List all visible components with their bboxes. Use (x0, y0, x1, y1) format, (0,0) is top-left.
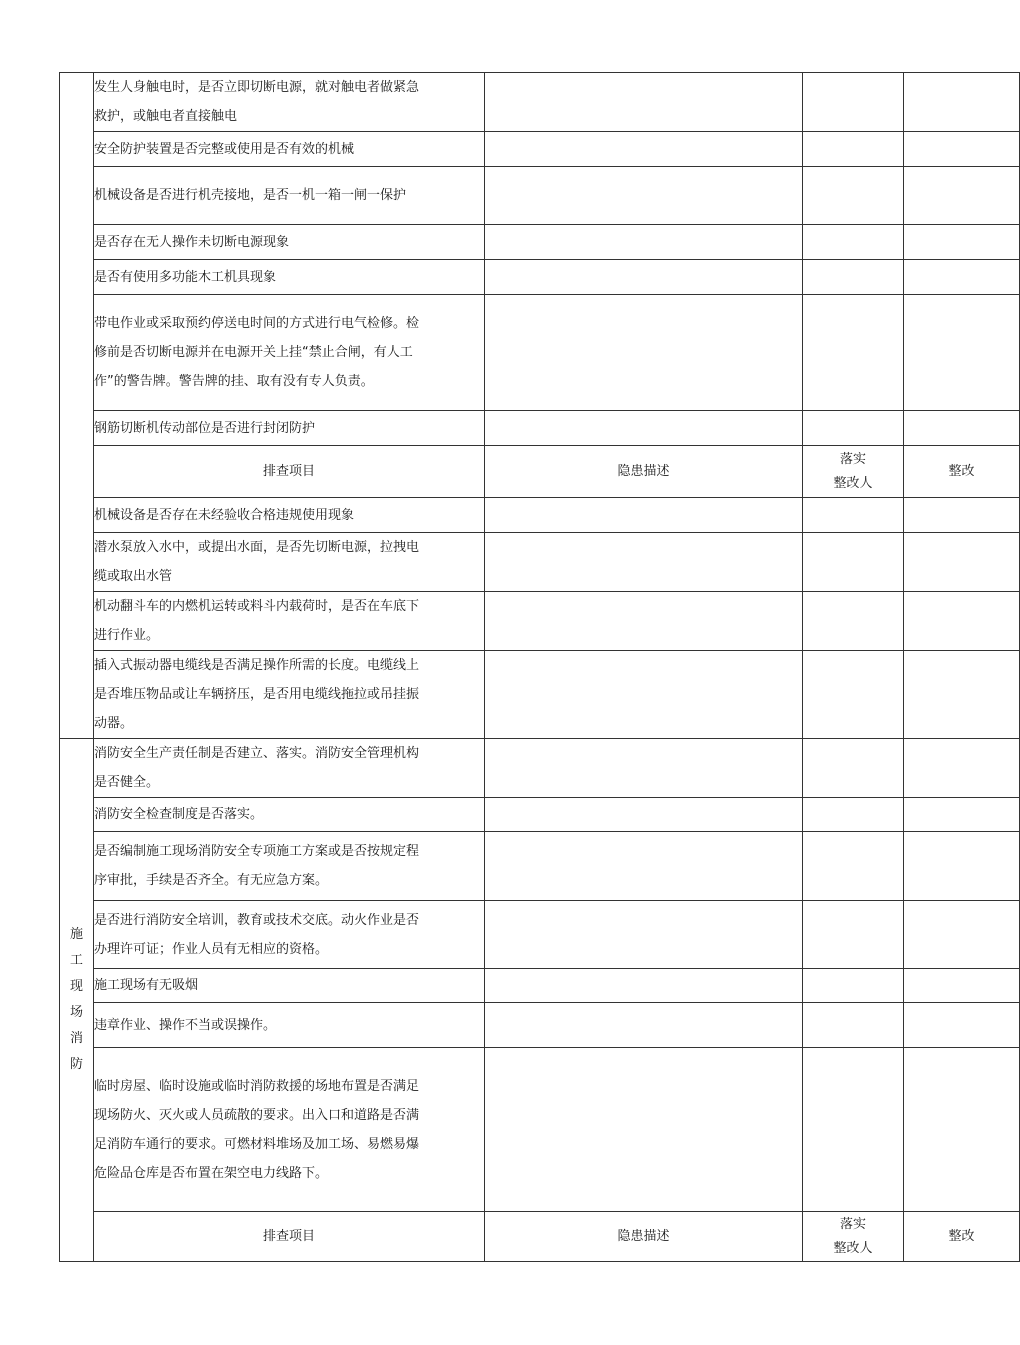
deadline-cell[interactable] (904, 167, 1020, 225)
inspection-item-cell (94, 225, 485, 260)
inspection-item-cell (94, 498, 485, 533)
category-cell (60, 739, 94, 1262)
inspection-item-text: 插入式振动器电缆线是否满足操作所需的长度。电缆线上是否堆压物品或让车辆挤压，是否用电缆线拖拉或吊挂振动器。 (94, 658, 420, 731)
inspection-item-cell (94, 411, 485, 446)
description-cell[interactable] (485, 132, 803, 167)
inspection-item-text: 机械设备是否存在未经验收合格违规使用现象 (94, 507, 355, 523)
inspection-item-cell (94, 73, 485, 132)
inspection-item-cell (94, 901, 485, 969)
person-cell[interactable] (803, 739, 904, 798)
deadline-cell[interactable] (904, 592, 1020, 651)
table-row (60, 533, 1020, 592)
person-cell[interactable] (803, 225, 904, 260)
inspection-item-text: 安全防护装置是否完整或使用是否有效的机械 (94, 141, 355, 157)
inspection-item-cell (94, 651, 485, 739)
person-cell[interactable] (803, 167, 904, 225)
inspection-item-text: 是否存在无人操作未切断电源现象 (94, 234, 290, 250)
inspection-item-cell (94, 132, 485, 167)
inspection-item-text: 施工现场有无吸烟 (94, 978, 199, 993)
category-cell (60, 73, 94, 739)
description-cell[interactable] (485, 1003, 803, 1048)
description-cell[interactable] (485, 1048, 803, 1212)
table-row (60, 651, 1020, 739)
description-cell[interactable] (485, 225, 803, 260)
deadline-cell[interactable] (904, 901, 1020, 969)
inspection-item-text: 机械设备是否进行机壳接地，是否一机一箱一闸一保护 (94, 188, 407, 203)
person-cell[interactable] (803, 901, 904, 969)
description-cell[interactable] (485, 498, 803, 533)
inspection-item-text: 潜水泵放入水中，或提出水面，是否先切断电源，拉拽电缆或取出水管 (94, 540, 420, 584)
inspection-item-text: 是否进行消防安全培训，教育或技术交底。动火作业是否办理许可证；作业人员有无相应的资格。 (94, 912, 420, 957)
person-cell[interactable] (803, 832, 904, 901)
table-row (60, 832, 1020, 901)
inspection-item-text: 钢筋切断机传动部位是否进行封闭防护 (94, 420, 316, 436)
person-cell[interactable] (803, 533, 904, 592)
person-cell[interactable] (803, 295, 904, 411)
inspection-item-text: 是否编制施工现场消防安全专项施工方案或是否按规定程序审批，手续是否齐全。有无应急方案。 (94, 844, 420, 888)
person-cell[interactable] (803, 1003, 904, 1048)
deadline-cell[interactable] (904, 225, 1020, 260)
inspection-item-cell (94, 295, 485, 411)
table-row (60, 592, 1020, 651)
table-row (60, 1048, 1020, 1212)
person-cell[interactable] (803, 651, 904, 739)
person-cell[interactable] (803, 592, 904, 651)
deadline-cell[interactable] (904, 651, 1020, 739)
deadline-cell[interactable] (904, 798, 1020, 832)
inspection-item-cell (94, 832, 485, 901)
person-cell[interactable] (803, 798, 904, 832)
header-row (60, 1212, 1020, 1262)
inspection-item-text: 机动翻斗车的内燃机运转或料斗内载荷时，是否在车底下进行作业。 (94, 599, 420, 643)
deadline-cell[interactable] (904, 739, 1020, 798)
header-item: 排查项目 (94, 1212, 485, 1262)
description-cell[interactable] (485, 295, 803, 411)
description-cell[interactable] (485, 411, 803, 446)
table-row (60, 1003, 1020, 1048)
table-row (60, 132, 1020, 167)
table-row (60, 798, 1020, 832)
table-row (60, 411, 1020, 446)
description-cell[interactable] (485, 260, 803, 295)
deadline-cell[interactable] (904, 260, 1020, 295)
deadline-cell[interactable] (904, 1003, 1020, 1048)
inspection-item-text: 临时房屋、临时设施或临时消防救援的场地布置是否满足现场防火、灭火或人员疏散的要求。出入口和道路是否满足消防车通行的要求。可燃材料堆场及加工场、易燃易爆危险品仓库是否布置在架空电力线路下。 (94, 1078, 420, 1181)
table-row (60, 739, 1020, 798)
inspection-item-text: 发生人身触电时，是否立即切断电源，就对触电者做紧急救护，或触电者直接触电 (94, 80, 420, 124)
inspection-item-cell (94, 1048, 485, 1212)
inspection-item-text: 带电作业或采取预约停送电时间的方式进行电气检修。检修前是否切断电源并在电源开关上挂“禁止合闸，有人工作”的警告牌。警告牌的挂、取有没有专人负责。 (94, 316, 420, 389)
deadline-cell[interactable] (904, 132, 1020, 167)
header-deadline: 整改 (904, 1212, 1020, 1262)
deadline-cell[interactable] (904, 295, 1020, 411)
table-row (60, 295, 1020, 411)
person-cell[interactable] (803, 132, 904, 167)
inspection-item-cell (94, 739, 485, 798)
deadline-cell[interactable] (904, 73, 1020, 132)
person-cell[interactable] (803, 1048, 904, 1212)
inspection-item-cell (94, 969, 485, 1003)
description-cell[interactable] (485, 969, 803, 1003)
deadline-cell[interactable] (904, 498, 1020, 533)
inspection-item-cell (94, 260, 485, 295)
inspection-item-text: 违章作业、操作不当或误操作。 (94, 1017, 277, 1033)
person-cell[interactable] (803, 411, 904, 446)
description-cell[interactable] (485, 73, 803, 132)
header-description: 隐患描述 (485, 1212, 803, 1262)
description-cell[interactable] (485, 533, 803, 592)
header-description: 隐患描述 (485, 446, 803, 498)
deadline-cell[interactable] (904, 411, 1020, 446)
inspection-item-cell (94, 1003, 485, 1048)
description-cell[interactable] (485, 167, 803, 225)
header-person: 落实 整改人 (803, 446, 904, 498)
table-row (60, 498, 1020, 533)
inspection-item-cell (94, 533, 485, 592)
description-cell[interactable] (485, 832, 803, 901)
header-item: 排查项目 (94, 446, 485, 498)
description-cell[interactable] (485, 651, 803, 739)
person-cell[interactable] (803, 498, 904, 533)
table-body (60, 73, 1020, 1262)
person-cell[interactable] (803, 260, 904, 295)
inspection-item-text: 消防安全生产责任制是否建立、落实。消防安全管理机构是否健全。 (94, 746, 420, 790)
deadline-cell[interactable] (904, 1048, 1020, 1212)
description-cell[interactable] (485, 798, 803, 832)
header-deadline: 整改 (904, 446, 1020, 498)
table-row (60, 260, 1020, 295)
header-person: 落实 整改人 (803, 1212, 904, 1262)
table-row (60, 901, 1020, 969)
table-row (60, 167, 1020, 225)
inspection-item-text: 消防安全检查制度是否落实。 (94, 807, 264, 822)
person-cell[interactable] (803, 73, 904, 132)
header-row (60, 446, 1020, 498)
inspection-item-text: 是否有使用多功能木工机具现象 (94, 269, 277, 285)
description-cell[interactable] (485, 739, 803, 798)
table-row (60, 73, 1020, 132)
checklist-sheet (59, 72, 975, 1259)
table-row (60, 969, 1020, 1003)
inspection-item-cell (94, 167, 485, 225)
description-cell[interactable] (485, 592, 803, 651)
inspection-item-cell (94, 592, 485, 651)
inspection-table (59, 72, 1020, 1262)
deadline-cell[interactable] (904, 969, 1020, 1003)
table-row (60, 225, 1020, 260)
description-cell[interactable] (485, 901, 803, 969)
inspection-item-cell (94, 798, 485, 832)
category-label: 施工现场消防 (69, 927, 83, 1072)
person-cell[interactable] (803, 969, 904, 1003)
deadline-cell[interactable] (904, 832, 1020, 901)
deadline-cell[interactable] (904, 533, 1020, 592)
